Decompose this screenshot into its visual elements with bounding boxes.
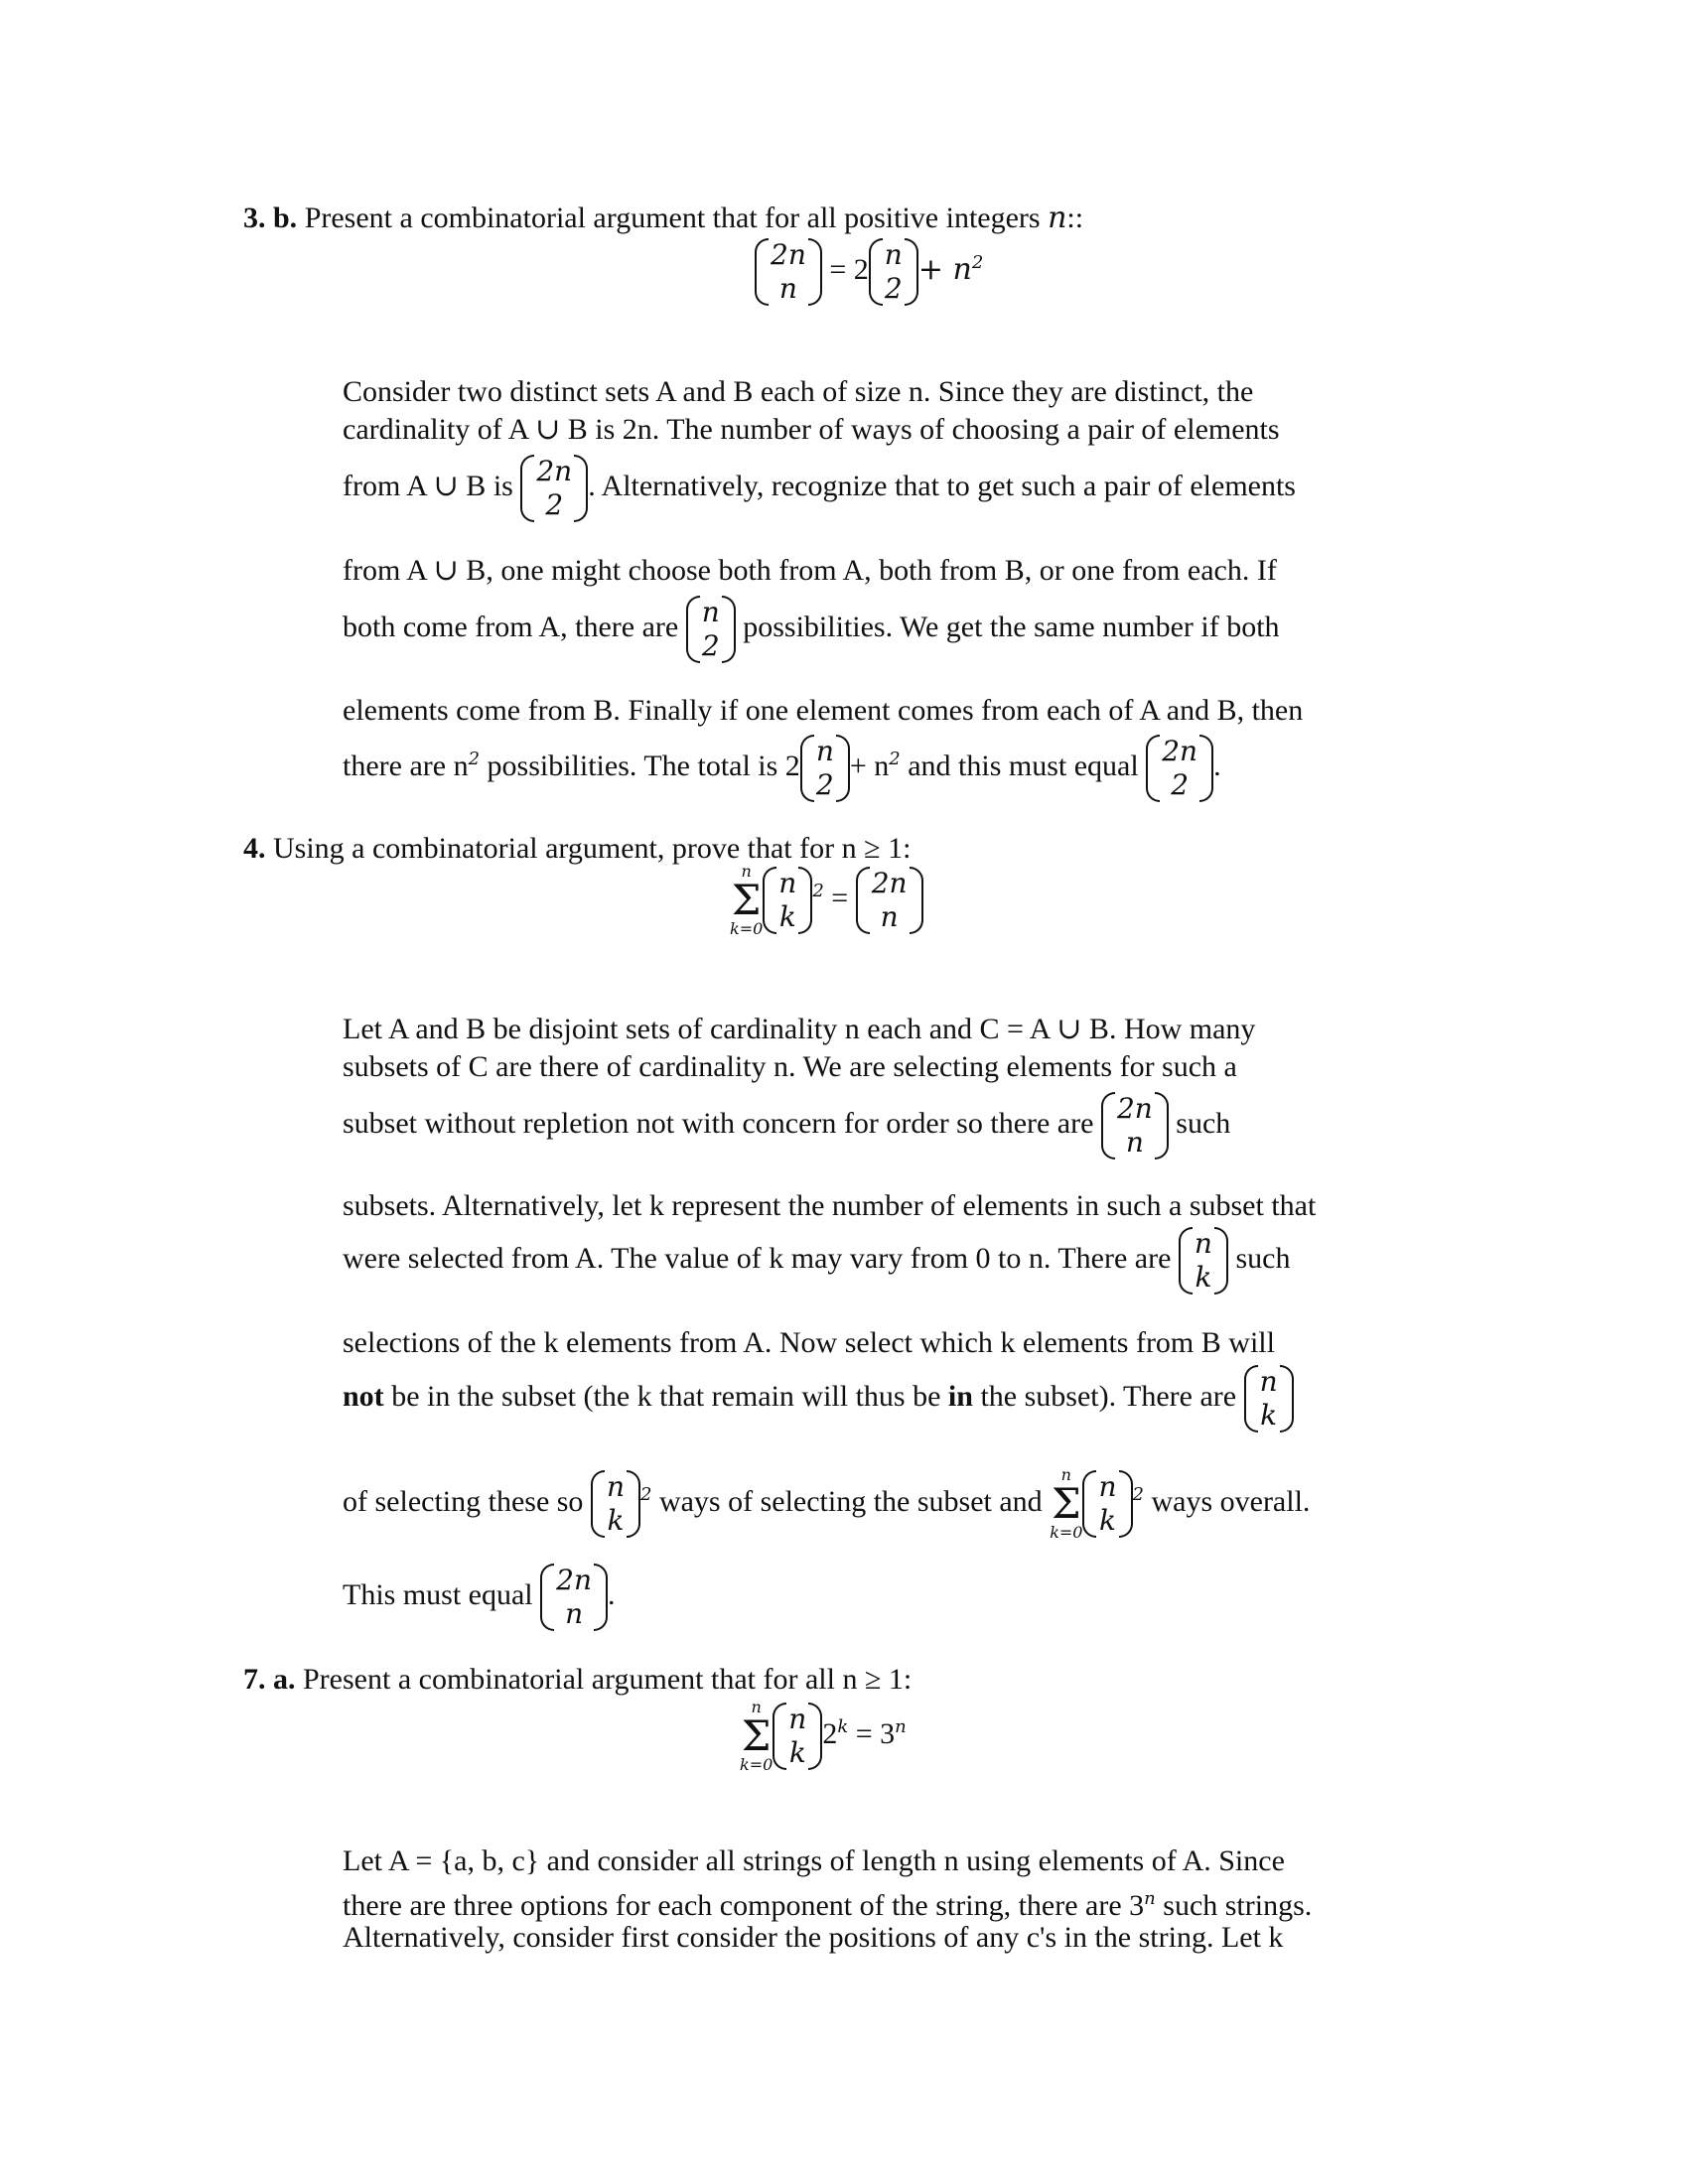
p7a-line-1: Let A = {a, b, c} and consider all strings of length n using elements of A. Since xyxy=(343,1844,1285,1877)
p4-line-4: subsets. Alternatively, let k represent the number of elements in such a subset that xyxy=(343,1189,1317,1222)
problem-title: Present a combinatorial argument that for all positive integers xyxy=(304,202,1041,234)
p7a-line-3: Alternatively, consider first consider the positions of any c's in the string. Let k xyxy=(343,1921,1284,1954)
formula-4: n Σ k=0 n k $^2$ = 2n n xyxy=(730,864,923,937)
problem-7a-heading xyxy=(243,1660,912,1700)
summation: n Σ k=0 xyxy=(1050,1465,1083,1542)
binom: 2n n xyxy=(856,867,923,934)
summation: n Σ k=0 xyxy=(730,862,764,938)
binom: n k xyxy=(1179,1227,1228,1295)
formula-7a: n Σ k=0 n k $2^k = 3^n$ xyxy=(740,1698,907,1774)
problem-label: 4. xyxy=(243,832,266,865)
p4-line-1: Let A and B be disjoint sets of cardinality n each and C = A ∪ B. How many xyxy=(343,1013,1256,1045)
problem-3b-heading xyxy=(243,199,1083,238)
p4-line-5: were selected from A. The value of k may vary from 0 to n. There are n k such xyxy=(343,1227,1291,1294)
binom: 2n 2 xyxy=(520,455,588,522)
p3b-line-4: from A ∪ B, one might choose both from A, both from B, or one from each. If xyxy=(343,554,1277,587)
binom: n k xyxy=(591,1470,640,1538)
binom: n k xyxy=(763,867,812,934)
p3b-line-5: both come from A, there are n 2 possibilities. We get the same number if both xyxy=(343,596,1280,662)
summation: n Σ k=0 xyxy=(740,1698,774,1774)
colon: :: xyxy=(1066,202,1084,234)
p4-line-9: This must equal 2n n . xyxy=(343,1564,616,1630)
p3b-line-6: elements come from B. Finally if one element comes from each of A and B, then xyxy=(343,694,1304,727)
binom: 2n n xyxy=(755,238,822,306)
p4-line-2: subsets of C are there of cardinality n. We are selecting elements for such a xyxy=(343,1050,1237,1083)
p3b-line-1: Consider two distinct sets A and B each of size n. Since they are distinct, the xyxy=(343,375,1254,408)
plus-n: + n xyxy=(917,251,972,287)
binom: n 2 xyxy=(686,596,736,663)
binom: n 2 xyxy=(800,735,850,802)
p4-line-3: subset without repletion not with concern for order so there are 2n n such xyxy=(343,1092,1231,1159)
p7a-line-2: there are three options for each component of the string, there are 3$^n$ such strings. xyxy=(343,1888,1313,1922)
problem-title: Present a combinatorial argument that for all n ≥ 1: xyxy=(303,1663,913,1696)
p4-line-6: selections of the k elements from A. Now select which k elements from B will xyxy=(343,1326,1275,1359)
p3b-line-7: there are $n^2$ possibilities. The total is 2 n 2 + $n^2$ and this must equal 2n 2 . xyxy=(343,735,1221,801)
problem-label: 3. b. xyxy=(243,202,298,234)
problem-title: Using a combinatorial argument, prove that for n ≥ 1: xyxy=(273,832,912,865)
binom: n k xyxy=(1244,1365,1294,1433)
problem-label: 7. a. xyxy=(243,1663,296,1696)
p3b-line-3: from A ∪ B is 2n 2 . Alternatively, recognize that to get such a pair of elements xyxy=(343,455,1296,521)
p4-line-7: not be in the subset (the k that remain will thus be in the subset). There are n k xyxy=(343,1365,1294,1433)
formula-3b: 2n n = 2 n 2 + $n^2$ xyxy=(755,238,983,306)
p4-line-8: of selecting these so n k $^2$ ways of selecting the subset and n Σ k=0 n k $^2$ ways overall. xyxy=(343,1465,1311,1542)
binom: n k xyxy=(1082,1470,1132,1538)
p3b-line-2: cardinality of A ∪ B is 2n. The number of ways of choosing a pair of elements xyxy=(343,413,1280,446)
binom: n k xyxy=(773,1703,822,1770)
problem-4-heading xyxy=(243,829,911,869)
binom: 2n 2 xyxy=(1146,735,1213,802)
binom: 2n n xyxy=(1101,1092,1169,1160)
binom: n 2 xyxy=(869,238,918,306)
equals-2: = 2 xyxy=(829,252,869,286)
binom: 2n n xyxy=(540,1564,608,1631)
var-n: n xyxy=(1048,201,1067,235)
